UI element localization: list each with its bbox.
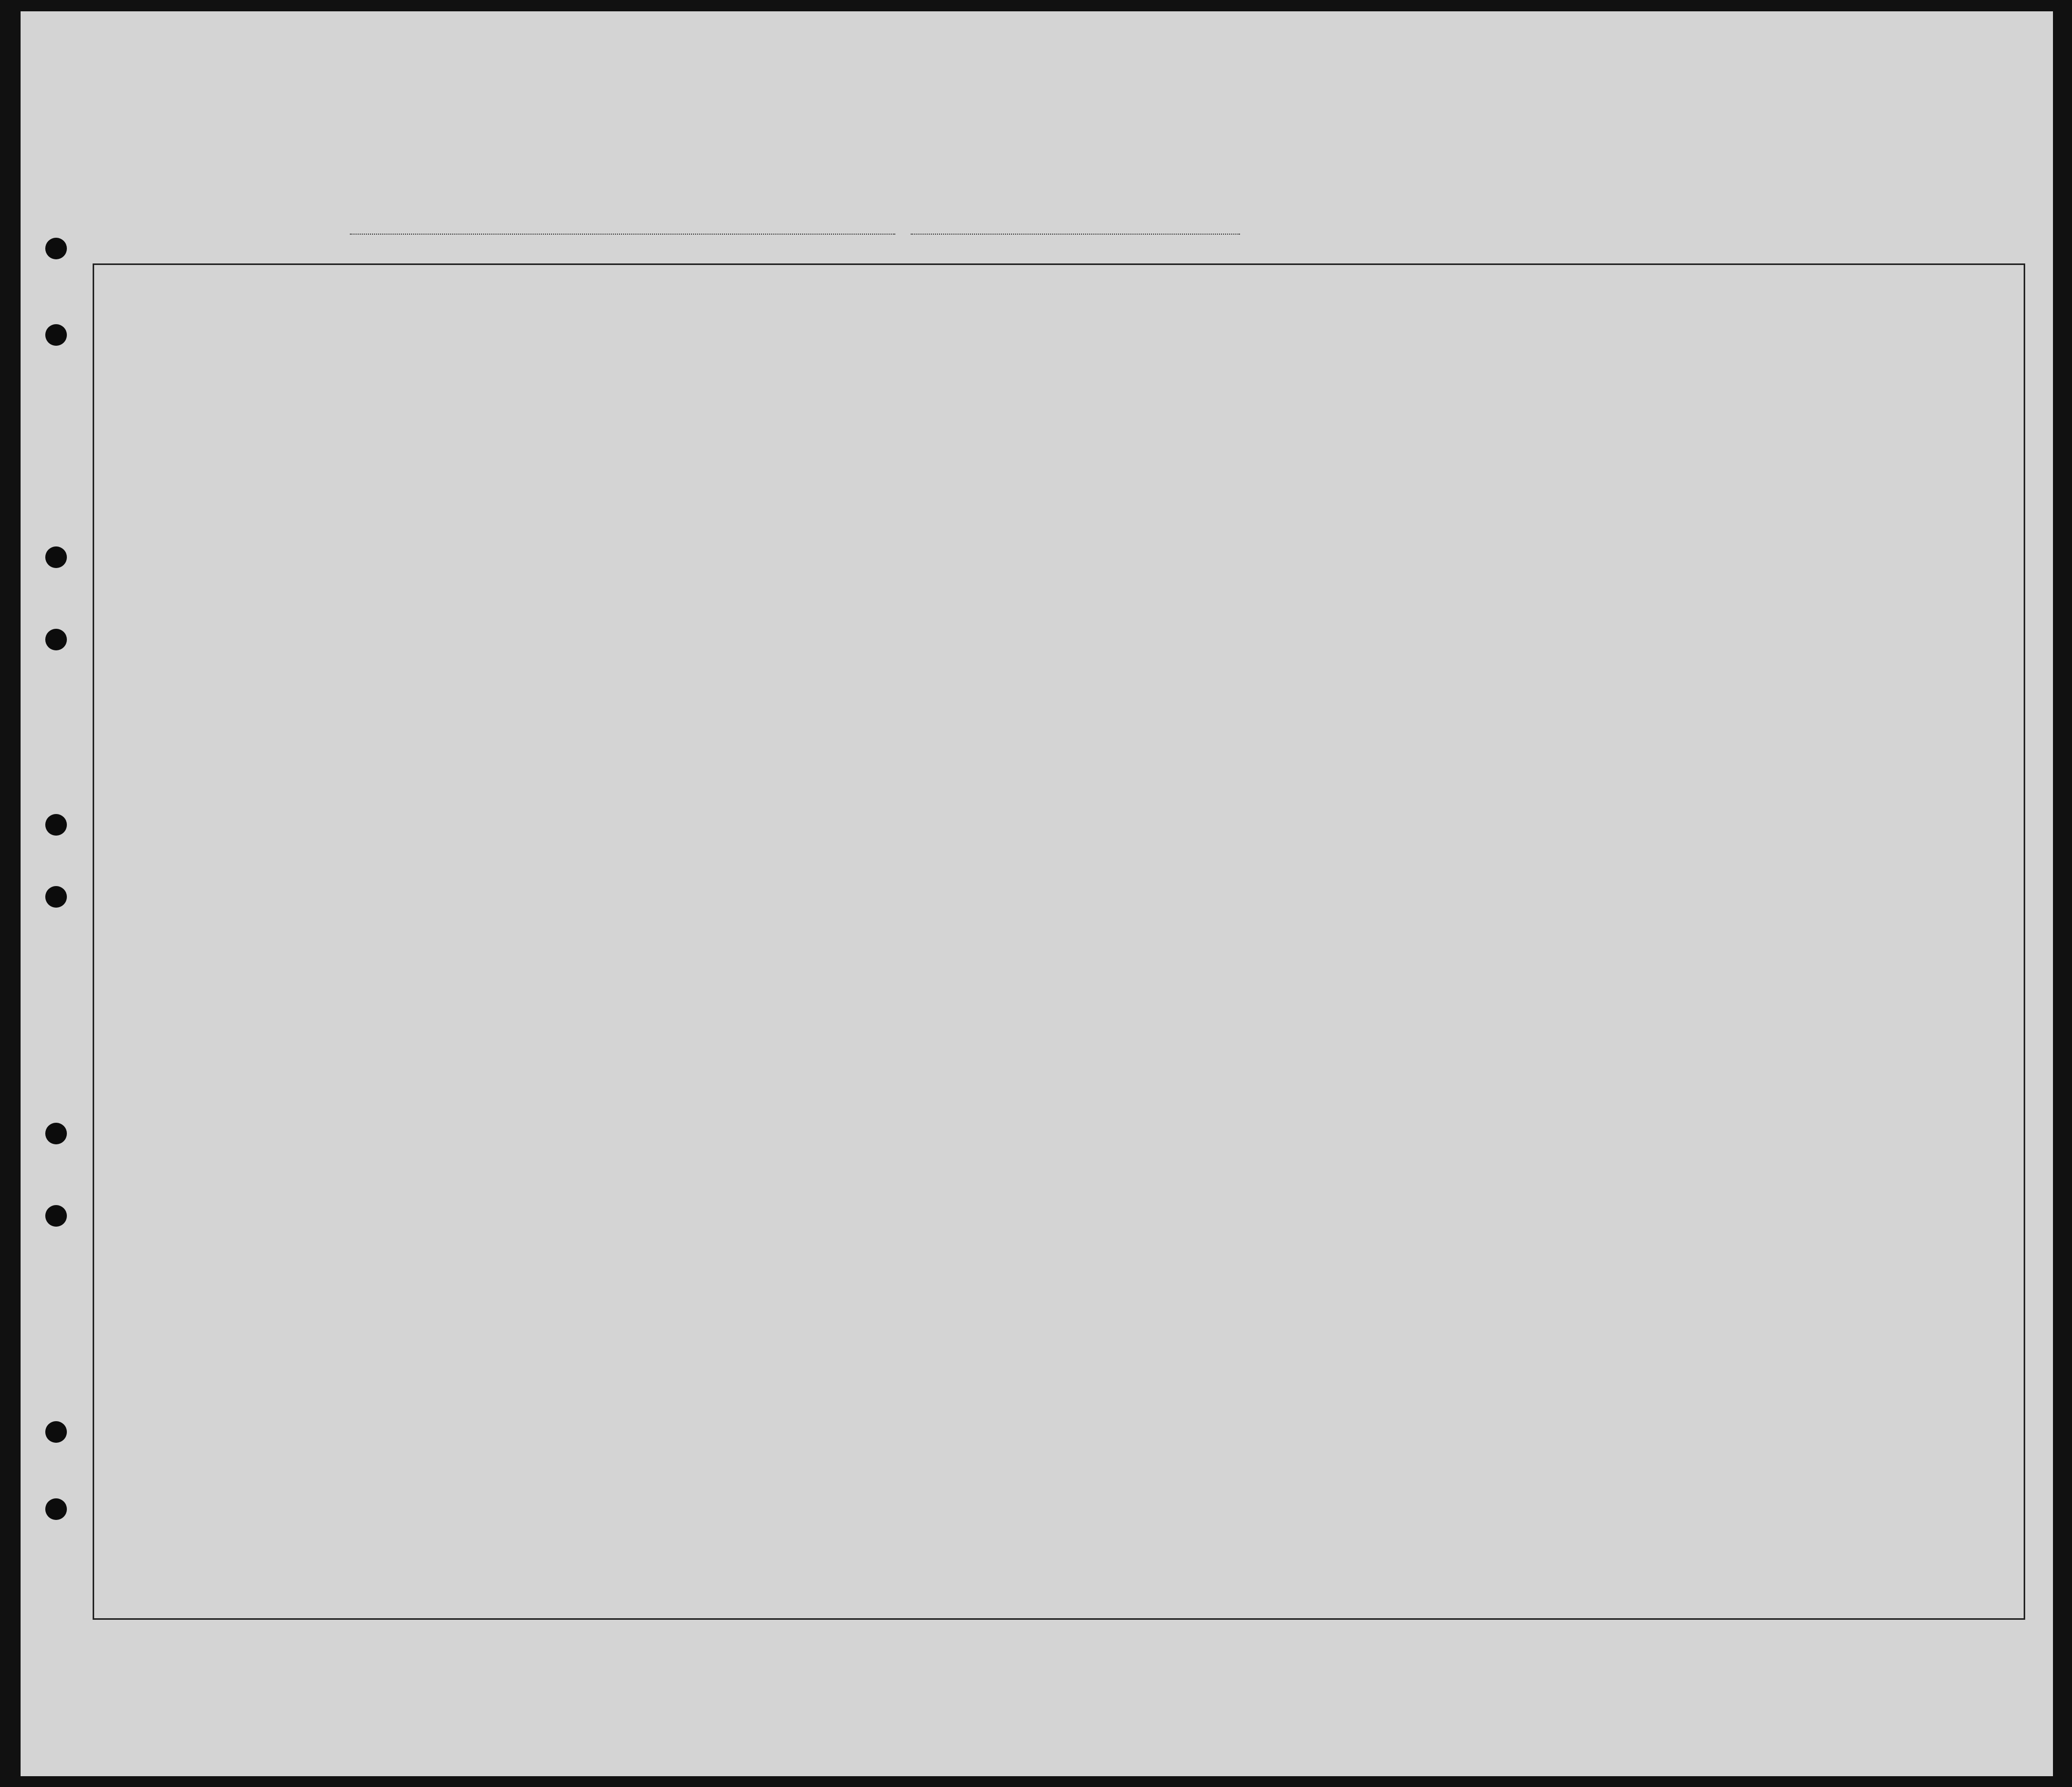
punch-hole	[45, 1421, 67, 1443]
punch-hole	[45, 814, 67, 836]
punch-hole	[45, 1123, 67, 1144]
punch-hole	[45, 1498, 67, 1520]
punch-hole	[45, 886, 67, 908]
manifest-sheet	[21, 11, 2053, 1776]
punch-hole	[45, 546, 67, 568]
punch-hole	[45, 629, 67, 650]
punch-hole	[45, 1205, 67, 1227]
manifest-table	[93, 263, 2025, 1620]
punch-hole	[45, 238, 67, 259]
punch-hole	[45, 324, 67, 346]
